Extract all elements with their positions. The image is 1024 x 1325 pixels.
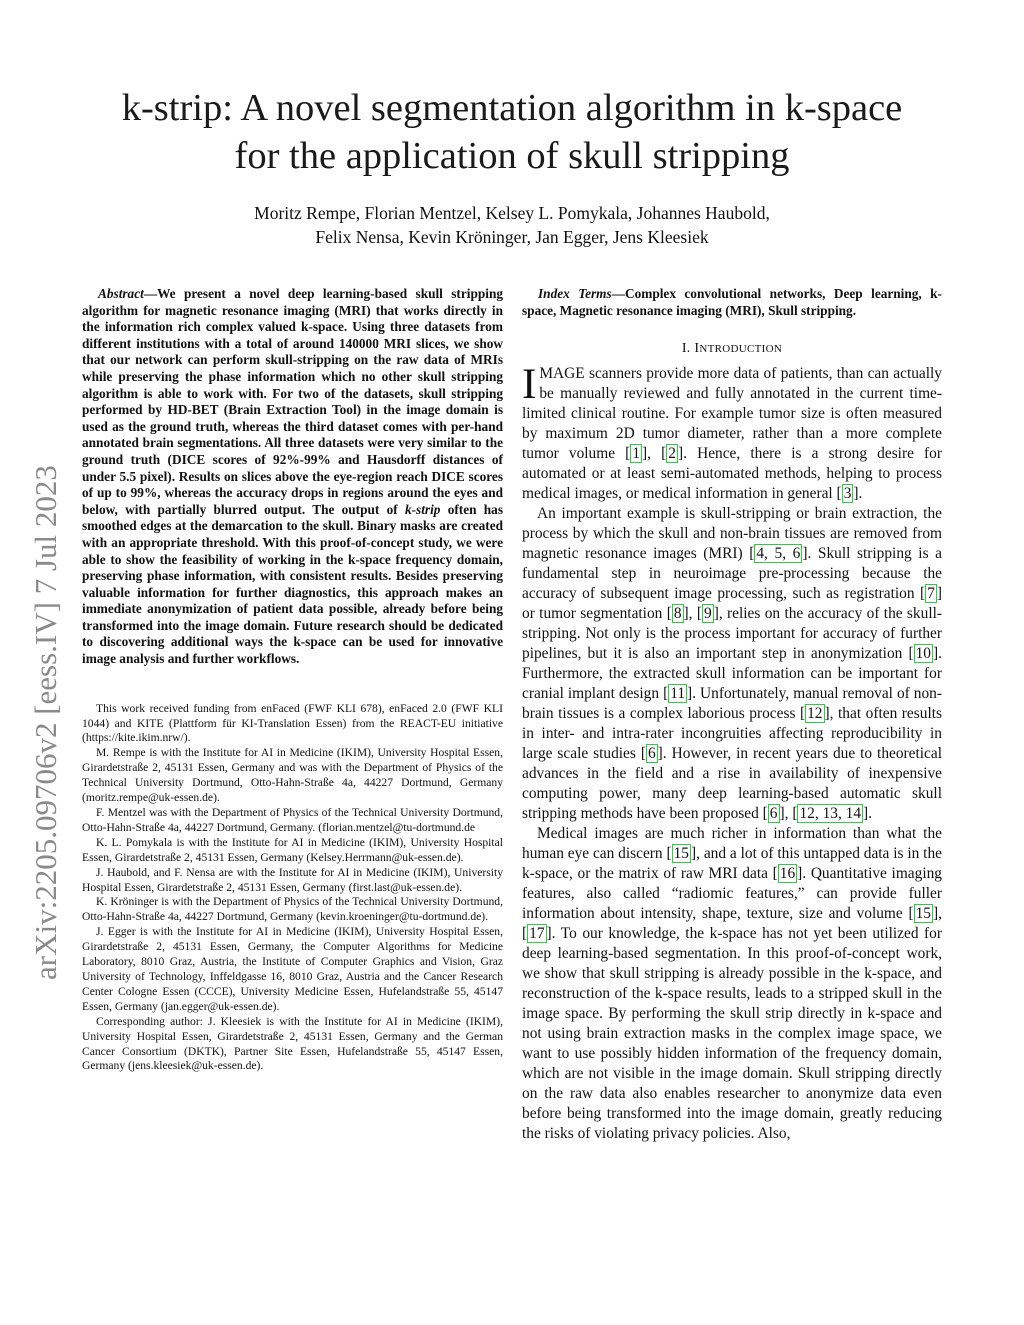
- arxiv-identifier: arXiv:2205.09706v2 [eess.IV] 7 Jul 2023: [28, 465, 63, 980]
- paper-title-line-2: for the application of skull stripping: [234, 135, 790, 177]
- intro-p2-text-f: . Furthermore, the extracted skull information can be important for cranial implant design: [522, 645, 942, 703]
- citation-link[interactable]: 3: [843, 485, 852, 503]
- paper-title-line-1: k-strip: A novel segmentation algorithm in k-space: [121, 87, 903, 129]
- citation-link[interactable]: 17: [529, 925, 545, 943]
- footnote-kroeninger: K. Kröninger is with the Department of Physics of the Technical University Dortmund, Otto-Hahn-Straße 4a, 44227 Dortmund, Germany (kevin.kroeninger@tu-dortmund.de).: [82, 895, 503, 924]
- citation-link[interactable]: 9: [704, 605, 712, 623]
- paper-title: [60, 84, 964, 180]
- intro-paragraph-2: An important example is skull-stripping or brain extraction, the process by which the skull and non-brain tissues are removed from magnetic resonance images (MRI) [ 4, 5, 6 ]. Skull stripping is a fundamental step in neuroimage pre-processing because the accuracy of subsequent image processing, such as registration [ 7 ] or tumor segmentation [ 8 ], [ 9 ], relies on the accuracy of the skull-stripping. Not only is the process important for accuracy of further pipelines, but it is also an important step in anonymization [ 10 ]. Furthermore, the extracted skull information can be important for cranial implant design [ 11 ]. Unfortunately, manual removal of non-brain tissues is a complex laborious process [ 12 ], that often results in inter- and intra-rater incongruities affecting reproducibility in large scale studies [ 6 ]. However, in recent years due to theoretical advances in the field and a rise in availability of inexpensive computing power, many deep learning-based automatic skull stripping methods have been proposed [ 6 ], [ 12, 13, 14 ].: [522, 505, 942, 823]
- section-number: I.: [681, 341, 691, 357]
- citation-link[interactable]: 2: [668, 445, 676, 463]
- index-terms-text: Complex convolutional networks, Deep learning, k-space, Magnetic resonance imaging (MRI), Skull stripping.: [522, 286, 942, 318]
- intro-p2-text-i: . However, in recent years due to theoretical advances in the field and a rise in availability of inexpensive computing power, many deep learning-based automatic skull stripping methods have been proposed: [522, 745, 942, 823]
- intro-p2-text-c: or tumor segmentation: [522, 605, 667, 623]
- intro-p2-text-j: ,: [784, 805, 793, 823]
- intro-p1-text-a: MAGE scanners provide more data of patients, than can actually be manually reviewed and fully annotated in the current time-limited clinical routine. For example tumor size is often measured by maximum 2D tumor diameter, rather than a more complete tumor volume: [522, 365, 942, 463]
- citation-link[interactable]: 6: [647, 745, 656, 763]
- intro-p1-text-d: .: [858, 485, 863, 503]
- intro-p3-text-c: . Quantitative imaging features, also called “radiomic features,” can provide fuller information about intensity, shape, texture, size and volume: [522, 865, 943, 923]
- index-terms-label: Index Terms: [538, 286, 612, 301]
- index-terms: Index Terms—Complex convolutional networks, Deep learning, k-space, Magnetic resonance imaging (MRI), Skull stripping.: [522, 286, 942, 318]
- author-line-2: Felix Nensa, Kevin Kröninger, Jan Egger, Jens Kleesiek: [315, 227, 709, 247]
- left-column: [82, 286, 503, 1074]
- footnotes: [82, 702, 503, 1075]
- intro-p2-text-b: . Skull stripping is a fundamental step in neuroimage pre-processing because the accuracy of subsequent image processing, such as registration: [522, 545, 942, 603]
- intro-paragraph-1: IMAGE scanners provide more data of patients, than can actually be manually reviewed and fully annotated in the current time-limited clinical routine. For example tumor size is often measured by maximum 2D tumor diameter, rather than a more complete tumor volume [ 1 ], [ 2 ]. Hence, there is a strong desire for automated or at least semi-automated methods, helping to process medical images, or medical information in general [ 3 ].: [522, 361, 942, 503]
- abstract: Abstract—We present a novel deep learning-based skull stripping algorithm for magnetic resonance imaging (MRI) that works directly in the information rich complex valued k-space. Using three datasets from different institutions with a total of around 140000 MRI slices, we show that our network can perform skull-stripping on the raw data of MRIs while preserving the phase information which no other skull stripping algorithm is able to work with. For two of the datasets, skull stripping performed by HD-BET (Brain Extraction Tool) in the image domain is used as the ground truth, whereas the third dataset comes with per-hand annotated brain segmentations. All three datasets were very similar to the ground truth (DICE scores of 92%-99% and Hausdorff distances of under 5.5 pixel). Results on slices above the eye-region reach DICE scores of up to 99%, whereas the accuracy drops in regions around the eyes and below, with partially blurred output. The output of k-strip often has smoothed edges at the demarcation to the skull. Binary masks are created with an appropriate threshold. With this proof-of-concept study, we were able to show the feasibility of working in the k-space frequency domain, preserving phase information, with consistent results. Besides preserving valuable information for further diagnostics, this approach makes an immediate anonymization of patient data possible, already before being transformed into the image domain. Future research should be dedicated to discovering additional ways the k-space can be used for innovative image analysis and further workflows.: [82, 286, 503, 667]
- citation-link[interactable]: 6: [769, 805, 778, 823]
- intro-paragraph-3: Medical images are much richer in information than what the human eye can discern [ 15 ], and a lot of this untapped data is in the k-space, or the matrix of raw MRI data [ 16 ]. Quantitative imaging features, also called “radiomic features,” can provide fuller information about intensity, shape, texture, size and volume [ 15 ], [ 17 ]. To our knowledge, the k-space has not yet been utilized for deep learning-based segmentation. In this proof-of-concept work, we show that skull stripping is already possible in the k-space, and reconstruction of the k-space results, leads to a stripped skull in the image space. By performing the skull strip directly in k-space and not using brain extraction masks in the complex image space, we want to use possibly hidden information of the frequency domain, which are not visible in the image domain. Skull stripping directly on the raw data also enables researcher to anonymize data even before being transformed into the image domain, greatly reducing the risks of violating privacy policies. Also,: [522, 825, 943, 1143]
- drop-cap: I: [522, 361, 537, 409]
- footnote-egger: J. Egger is with the Institute for AI in Medicine (IKIM), University Hospital Essen, Girardetstraße 2, 45131 Essen, Germany, the Computer Algorithms for Medicine Laboratory, 8010 Graz, Austria, the Institute of Computer Graphics and Vision, Graz University of Technology, Inffeldgasse 16, 8010 Graz, Austria and the Cancer Research Center Cologne Essen (CCCE), University Medicine Essen, Hufelandstraße 55, 45147 Essen, Germany (jan.egger@uk-essen.de).: [82, 925, 503, 1013]
- footnote-pomykala: K. L. Pomykala is with the Institute for AI in Medicine (IKIM), University Hospital Essen, Girardetstraße 2, 45131 Essen, Germany (Kelsey.Herrmann@uk-essen.de).: [82, 835, 503, 864]
- intro-p2-text-h: , that often results in inter- and intra-rater incongruities affecting reproducibility in large scale studies: [522, 705, 942, 763]
- intro-p3-text-d: ,: [938, 905, 942, 923]
- footnote-rempe: M. Rempe is with the Institute for AI in Medicine (IKIM), University Hospital Essen, Girardetstraße 2, 45131 Essen, Germany and was with the Department of Physics of the Technical University Dortmund, Otto-Hahn-Straße 4a, 44227 Dortmund, Germany (moritz.rempe@uk-essen.de).: [82, 746, 503, 805]
- section-title-initial: I: [694, 341, 700, 357]
- intro-p3-text-e: . To our knowledge, the k-space has not yet been utilized for deep learning-based segmentation. In this proof-of-concept work, we show that skull stripping is already possible in the k-space, and reconstruction of the k-space results, leads to a stripped skull in the image space. By performing the skull strip directly in k-space and not using brain extraction masks in the complex image space, we want to use possibly hidden information of the frequency domain, which are not visible in the image domain. Skull stripping directly on the raw data also enables researcher to anonymize data even before being transformed into the image domain, greatly reducing the risks of violating privacy policies. Also,: [522, 925, 942, 1143]
- footnote-mentzel: F. Mentzel was with the Department of Physics of the Technical University Dortmund, Otto-Hahn-Straße 4a, 44227 Dortmund, Germany. (florian.mentzel@tu-dortmund.de: [82, 806, 503, 834]
- citation-link[interactable]: 15: [673, 845, 689, 863]
- intro-p3-text-b: , and a lot of this untapped data is in the k-space, or the matrix of raw MRI data: [522, 845, 942, 883]
- right-column: [522, 286, 942, 1144]
- intro-p2-text-g: . Unfortunately, manual removal of non-brain tissues is a complex laborious process: [522, 685, 942, 723]
- section-title-rest: NTRODUCTION: [699, 343, 783, 356]
- intro-p2-text-k: .: [868, 805, 873, 823]
- abstract-text-a: We present a novel deep learning-based skull stripping algorithm for magnetic resonance imaging (MRI) that works directly in the information rich complex valued k-space. Using three datasets from different institutions with a total of around 140000 MRI slices, we show that our network can perform skull-stripping on the raw data of MRIs while preserving the phase information which no other skull stripping algorithm is able to work with. For two of the datasets, skull stripping performed by HD-BET (Brain Extraction Tool) in the image domain is used as the ground truth, whereas the third dataset comes with per-hand annotated brain segmentations. All three datasets were very similar to the ground truth (DICE scores of 92%-99% and Hausdorff distances of under 5.5 pixel). Results on slices above the eye-region reach DICE scores of up to 99%, whereas the accuracy drops in regions around the eyes and below, with partially blurred output. The output of: [82, 286, 503, 517]
- citation-link[interactable]: 10: [915, 645, 931, 663]
- intro-p3-text-a: Medical images are much richer in information than what the human eye can discern: [522, 825, 942, 863]
- citation-link[interactable]: 7: [927, 585, 935, 603]
- author-line-1: Moritz Rempe, Florian Mentzel, Kelsey L. Pomykala, Johannes Haubold,: [254, 203, 770, 223]
- citation-link[interactable]: 4, 5, 6: [756, 545, 801, 563]
- introduction-body: [522, 361, 943, 1144]
- intro-p2-text-e: , relies on the accuracy of the skull-stripping. Not only is the process important for accuracy of further pipelines, but it is also an important step in anonymization: [522, 605, 942, 663]
- footnote-kleesiek: Corresponding author: J. Kleesiek is with the Institute for AI in Medicine (IKIM), University Hospital Essen, Girardetstraße 2, 45131 Essen, Germany and the German Cancer Consortium (DKTK), Partner Site Essen, Hufelandstraße 55, 45147 Essen, Germany (jens.kleesiek@uk-essen.de).: [82, 1014, 503, 1073]
- citation-link[interactable]: 16: [779, 865, 796, 883]
- abstract-label: Abstract: [98, 286, 144, 301]
- intro-p2-text-a: An important example is skull-stripping or brain extraction, the process by which the skull and non-brain tissues are removed from magnetic resonance images (MRI): [522, 505, 942, 563]
- footnote-haubold-nensa: J. Haubold, and F. Nensa are with the Institute for AI in Medicine (IKIM), University Hospital Essen, Girardetstraße 2, 45131 Essen, Germany (first.last@uk-essen.de).: [82, 865, 503, 894]
- citation-link[interactable]: 12, 13, 14: [799, 805, 862, 823]
- citation-link[interactable]: 12: [807, 705, 823, 723]
- citation-link[interactable]: 8: [673, 605, 682, 623]
- citation-link[interactable]: 15: [915, 905, 931, 923]
- footnote-funding: This work received funding from enFaced (FWF KLI 678), enFaced 2.0 (FWF KLI 1044) and KITE (Plattform für KI-Translation Essen) from the REACT-EU initiative (https://kite.ikim.nrw/).: [82, 701, 503, 745]
- author-list: [100, 201, 924, 249]
- intro-p1-text-c: . Hence, there is a strong desire for automated or at least semi-automated methods, helping to process medical images, or medical information in general: [522, 445, 942, 503]
- section-heading-introduction: [522, 340, 942, 358]
- citation-link[interactable]: 11: [670, 685, 686, 703]
- abstract-text-b: often has smoothed edges at the demarcation to the skull. Binary masks are created with an appropriate threshold. With this proof-of-concept study, we were able to show the feasibility of working in the k-space frequency domain, preserving phase information, with consistent results. Besides preserving valuable information for further diagnostics, this approach makes an immediate anonymization of patient data possible, already before being transformed into the image domain. Future research should be dedicated to discovering additional ways the k-space can be used for innovative image analysis and further workflows.: [82, 501, 503, 667]
- citation-link[interactable]: 1: [632, 445, 641, 463]
- intro-p1-text-b: ,: [647, 445, 662, 463]
- intro-p2-text-d: ,: [688, 605, 697, 623]
- abstract-kstrip: k-strip: [404, 501, 441, 517]
